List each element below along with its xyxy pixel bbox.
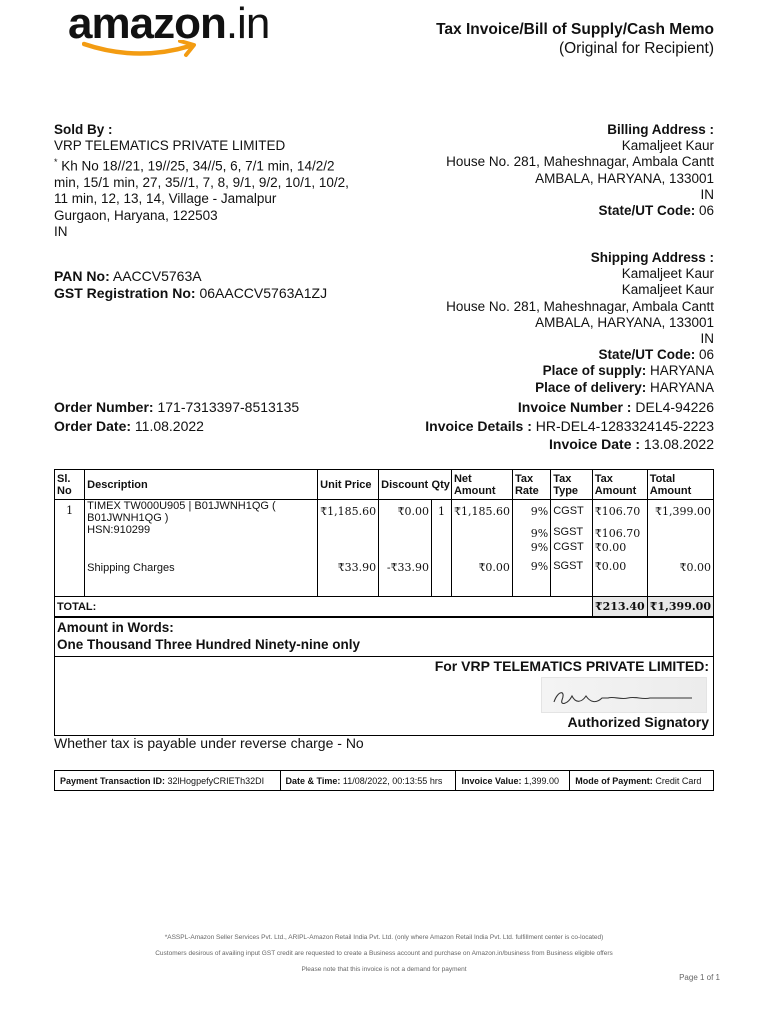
row-tax-rate: 9% 9% 9% 9% [512, 500, 550, 597]
items-table [54, 469, 714, 617]
row-description: TIMEX TW000U905 | B01JWNH1QG ( B01JWNH1QG ) HSN:910299 Shipping Charges [85, 500, 318, 597]
row-total: ₹1,399.00 ₹0.00 [647, 500, 713, 597]
row-net-amount: ₹1,185.60 ₹0.00 [451, 500, 512, 597]
gst-number: GST Registration No: 06AACCV5763A1ZJ [54, 285, 328, 301]
amazon-logo [68, 2, 308, 64]
signatory-box [54, 656, 714, 736]
seller-address: * Kh No 18//21, 19//25, 34//5, 6, 7/1 min, 14/2/2 min, 15/1 min, 27, 35//1, 7, 8, 9/1, 9/2, 10/1, 10/2, 11 min, 12, 13, 14, Village - Jamalpur Gurgaon, Haryana, 122503 IN [54, 157, 349, 239]
logo-suffix: .in [225, 0, 270, 48]
seller-name: VRP TELEMATICS PRIVATE LIMITED [54, 138, 286, 154]
footer-line-2: Customers desirous of availing input GST credit are requested to create a Business account and purchase on Amazon.in/business from Business eligible offers [155, 950, 613, 957]
billing-label: Billing Address : [607, 122, 714, 137]
payment-txn: Payment Transaction ID: 32lHogpefyCRIETh32DI [55, 771, 281, 791]
order-block [54, 398, 384, 436]
pan-number: PAN No: AACCV5763A [54, 268, 202, 284]
words-label: Amount in Words: [57, 620, 174, 635]
order-number: Order Number: 171-7313397-8513135 [54, 399, 300, 415]
invoice-number: Invoice Number : DEL4-94226 [517, 399, 714, 415]
payment-datetime: Date & Time: 11/08/2022, 00:13:55 hrs [280, 771, 456, 791]
shipping-name-2: Kamaljeet Kaur [621, 282, 714, 298]
amount-in-words [54, 617, 714, 657]
table-header-row [55, 470, 714, 500]
document-title [436, 20, 714, 58]
billing-address-block [384, 122, 714, 219]
payment-value: Invoice Value: 1,399.00 [456, 771, 570, 791]
shipping-street: House No. 281, Maheshnagar, Ambala Cantt [446, 298, 714, 314]
shipping-address-block [384, 250, 714, 396]
shipping-charges-label: Shipping Charges [87, 562, 175, 574]
shipping-country: IN [700, 331, 714, 347]
signature-image [541, 677, 707, 713]
invoice-title: Tax Invoice/Bill of Supply/Cash Memo [436, 21, 714, 38]
shipping-city: AMBALA, HARYANA, 133001 [535, 314, 714, 330]
col-total-amount: Total Amount [647, 470, 713, 500]
col-description: Description [85, 470, 318, 500]
invoice-details: Invoice Details : HR-DEL4-1283324145-2223 [425, 417, 714, 434]
invoice-subtitle: (Original for Recipient) [558, 40, 714, 57]
payment-table [54, 770, 714, 791]
tax-ids-block [54, 268, 384, 302]
total-tax: ₹213.40 [592, 597, 647, 617]
footer-line-1: *ASSPL-Amazon Seller Services Pvt. Ltd., ARIPL-Amazon Retail India Pvt. Ltd. (only where Amazon Retail India Pvt. Ltd. fulfillment center is co-located) [164, 934, 604, 941]
row-sl: 1 [55, 500, 85, 597]
total-amount: ₹1,399.00 [647, 597, 713, 617]
col-discount: Discount [379, 470, 432, 500]
invoice-date: Invoice Date : 13.08.2022 [549, 436, 714, 452]
shipping-state-code: State/UT Code: 06 [598, 347, 714, 363]
shipping-name: Kamaljeet Kaur [621, 266, 714, 282]
billing-city: AMBALA, HARYANA, 133001 [535, 170, 714, 186]
col-sl: Sl. No [55, 470, 85, 500]
row-tax-amount: ₹106.70 ₹106.70 ₹0.00 ₹0.00 [592, 500, 647, 597]
col-net-amount: Net Amount [451, 470, 512, 500]
page-number: Page 1 of 1 [679, 973, 720, 982]
shipping-label: Shipping Address : [590, 250, 714, 265]
footer-line-3: Please note that this invoice is not a demand for payment [301, 966, 467, 973]
col-unit-price: Unit Price [318, 470, 379, 500]
col-tax-amount: Tax Amount [592, 470, 647, 500]
col-qty: Qty [432, 470, 452, 500]
seller-block [54, 122, 384, 240]
row-tax-type: CGST SGST CGST SGST [551, 500, 593, 597]
billing-street: House No. 281, Maheshnagar, Ambala Cantt [446, 154, 714, 170]
words-value: One Thousand Three Hundred Ninety-nine only [57, 637, 361, 652]
place-of-delivery: Place of delivery: HARYANA [535, 379, 714, 395]
col-tax-rate: Tax Rate [512, 470, 550, 500]
authorized-signatory: Authorized Signatory [567, 714, 709, 730]
reverse-charge-note: Whether tax is payable under reverse charge - No [54, 735, 364, 751]
billing-state-code: State/UT Code: 06 [598, 203, 714, 219]
order-date: Order Date: 11.08.2022 [54, 418, 204, 434]
total-label: TOTAL: [55, 597, 593, 617]
for-company: For VRP TELEMATICS PRIVATE LIMITED: [434, 658, 709, 674]
payment-mode: Mode of Payment: Credit Card [570, 771, 714, 791]
billing-country: IN [700, 186, 714, 202]
billing-name: Kamaljeet Kaur [621, 138, 714, 154]
invoice-block [354, 398, 714, 454]
table-row [55, 500, 714, 597]
place-of-supply: Place of supply: HARYANA [542, 363, 714, 379]
sold-by-label: Sold By : [54, 122, 113, 137]
table-total-row [55, 597, 714, 617]
col-tax-type: Tax Type [551, 470, 593, 500]
row-unit-price: ₹1,185.60 ₹33.90 [318, 500, 379, 597]
signature-stroke [542, 678, 708, 714]
row-discount: ₹0.00 -₹33.90 [379, 500, 432, 597]
row-qty: 1 [432, 500, 452, 597]
logo-wordmark: amazon [68, 0, 226, 48]
amazon-smile-icon [82, 40, 202, 60]
